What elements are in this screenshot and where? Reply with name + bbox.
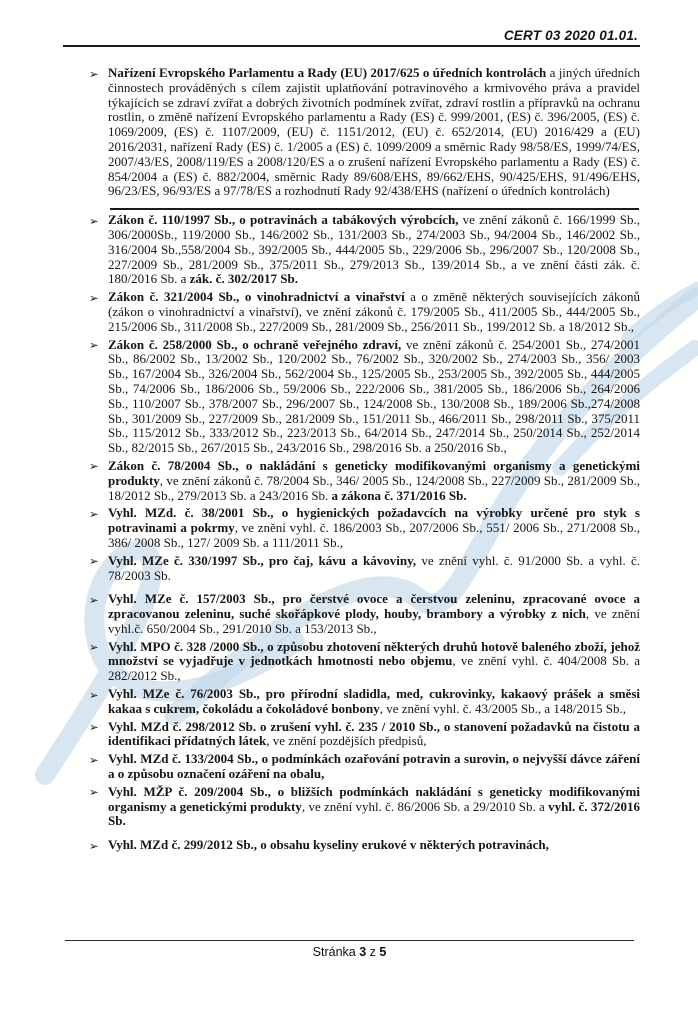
- bullet-arrow-icon: ➢: [89, 640, 99, 655]
- header-rule: [63, 45, 640, 47]
- list-item-text: Nařízení Evropského Parlamentu a Rady (EU) 2017/625 o úředních kontrolách a jiných úředních činnostech prováděných s cílem zajistit uplatňování potravinového a krmivového práva a pravidel týkajících se zdraví zvířat a dobrých životních podmínek zvířat, zdraví rostlin a přípravků na ochranu rostlin, o změně nařízení Evropského parlamentu a Rady (ES) č. 999/2001, (ES) č. 396/2005, (ES) č. 1069/2009, (ES) č. 1107/2009, (EU) č. 1151/2012, (EU) č. 652/2014, (EU) 2016/429 a (EU) 2016/2031, nařízení Rady (ES) č. 1/2005 a (ES) č. 1099/2009 a směrnic Rady 98/58/ES, 1999/74/ES, 2007/43/ES, 2008/119/ES a 2008/120/ES a o zrušení nařízení Evropského parlamentu a Rady (ES) č. 854/2004 a (ES) č. 882/2004, směrnic Rady 89/608/EHS, 89/662/EHS, 90/425/EHS, 91/496/EHS, 96/23/ES, 96/93/ES a 97/78/ES a rozhodnutí Rady 92/438/EHS (nařízení o úředních kontrolách): [108, 65, 640, 199]
- bullet-arrow-icon: ➢: [89, 720, 99, 735]
- list-item: [63, 459, 640, 503]
- bullet-arrow-icon: ➢: [89, 554, 99, 569]
- list-item-text: Vyhl. MZe č. 330/1997 Sb., pro čaj, kávu a kávoviny, ve znění vyhl. č. 91/2000 Sb. a vyhl. č. 78/2003 Sb.: [108, 552, 640, 583]
- bullet-arrow-icon: ➢: [89, 752, 99, 767]
- list-item-text: Vyhl. MZd č. 133/2004 Sb., o podmínkách ozařování potravin a surovin, o nejvyšší dávce záření a o způsobu označení ozáření na obalu,: [108, 751, 640, 782]
- list-item: [63, 720, 640, 750]
- page-header: [63, 28, 640, 47]
- bullet-arrow-icon: ➢: [89, 290, 99, 305]
- list-item: [63, 338, 640, 456]
- list-item: [63, 592, 640, 636]
- list-item-text: Zákon č. 258/2000 Sb., o ochraně veřejného zdraví, ve znění zákonů č. 254/2001 Sb., 274/2001 Sb., 86/2002 Sb., 13/2002 Sb., 120/2002 Sb., 76/2002 Sb., 320/2002 Sb., 274/2003 Sb., 356/ 2003 Sb., 167/2004 Sb., 326/2004 Sb., 562/2004 Sb., 125/2005 Sb., 253/2005 Sb., 392/2005 Sb., 444/2005 Sb., 74/2006 Sb., 186/2006 Sb., 59/2006 Sb., 222/2006 Sb., 381/2005 Sb., 186/2006 Sb., 264/2006 Sb., 110/2007 Sb., 378/2007 Sb., 296/2007 Sb., 124/2008 Sb., 130/2008 Sb., 189/2006 Sb.,274/2008 Sb., 301/2009 Sb., 227/2009 Sb., 281/2009 Sb., 151/2011 Sb., 466/2011 Sb., 298/2011 Sb., 375/2011 Sb., 115/2012 Sb., 333/2012 Sb., 223/2013 Sb., 64/2014 Sb., 247/2014 Sb., 250/2014 Sb., 252/2014 Sb., 82/2015 Sb., 267/2015 Sb., 243/2016 Sb., 298/2016 Sb. a 250/2016 Sb.,: [108, 336, 640, 456]
- list-item-text: Zákon č. 321/2004 Sb., o vinohradnictví a vinařství a o změně některých souvisejících zákonů (zákon o vinohradnictví a vinařství), ve znění zákonů č. 179/2005 Sb., 411/2005 Sb., 444/2005 Sb., 215/2006 Sb., 311/2008 Sb., 227/2009 Sb., 281/2009 Sb., 256/2011 Sb., 199/2012 Sb. a 18/2012 Sb.,: [108, 289, 640, 334]
- list-item-text: Zákon č. 78/2004 Sb., o nakládání s geneticky modifikovanými organismy a genetickými produkty, ve znění zákonů č. 78/2004 Sb., 346/ 2005 Sb., 124/2008 Sb., 227/2009 Sb., 281/2009 Sb., 18/2012 Sb., 279/2013 Sb. a 243/2016 Sb. a zákona č. 371/2016 Sb.: [108, 457, 640, 503]
- document-code: CERT 03 2020 01.01.: [503, 28, 638, 43]
- page-number: Stránka 3 z 5: [312, 945, 387, 959]
- list-item-text: Vyhl. MZd. č. 38/2001 Sb., o hygienických požadavcích na výrobky určené pro styk s potravinami a pokrmy, ve znění vyhl. č. 186/2003 Sb., 207/2006 Sb., 551/ 2006 Sb., 271/2008 Sb., 386/ 2008 Sb., 127/ 2009 Sb. a 111/2011 Sb.,: [108, 505, 641, 550]
- list-item-text: Vyhl. MZe č. 157/2003 Sb., pro čerstvé ovoce a čerstvou zeleninu, zpracované ovoce a zpracovanou zeleninu, suché skořápkové plody, houby, brambory a výrobky z nich, ve znění vyhl.č. 650/2004 Sb., 291/2010 Sb. a 153/2013 Sb.,: [108, 591, 641, 636]
- regulation-list: [63, 66, 640, 853]
- bullet-arrow-icon: ➢: [89, 459, 99, 474]
- bullet-arrow-icon: ➢: [89, 838, 99, 853]
- list-item-text: Vyhl. MŽP č. 209/2004 Sb., o bližších podmínkách nakládání s geneticky modifikovanými organismy a genetickými produkty, ve znění vyhl. č. 86/2006 Sb. a 29/2010 Sb. a vyhl. č. 372/2016 Sb.: [108, 783, 640, 829]
- page-footer: [65, 940, 634, 959]
- list-item-text: Vyhl. MZe č. 76/2003 Sb., pro přírodní sladidla, med, cukrovinky, kakaový prášek a směsi kakaa s cukrem, čokoládu a čokoládové bonbony, ve znění vyhl. č. 43/2005 Sb., a 148/2015 Sb.,: [108, 686, 640, 716]
- list-item-text: Zákon č. 110/1997 Sb., o potravinách a tabákových výrobcích, ve znění zákonů č. 166/1999 Sb., 306/2000Sb., 119/2000 Sb., 146/2002 Sb., 131/2003 Sb., 274/2003 Sb., 94/2004 Sb., 146/2002 Sb., 316/2004 Sb.,558/2004 Sb., 392/2005 Sb., 444/2005 Sb., 229/2006 Sb., 296/2007 Sb., 120/2008 Sb., 227/2009 Sb., 281/2009 Sb., 375/2011 Sb., 279/2013 Sb., 139/2014 Sb., a ve znění části zák. č. 180/2016 Sb. a zák. č. 302/2017 Sb.: [108, 212, 640, 287]
- list-item: [63, 785, 640, 829]
- list-item: [63, 554, 640, 584]
- list-item: [63, 213, 640, 287]
- list-item-text: Vyhl. MPO č. 328 /2000 Sb., o způsobu zhotovení některých druhů hotově baleného zboží, jehož množství se vyjadřuje v jednotkách hmotnosti nebo objemu, ve znění vyhl. č. 404/2008 Sb. a 282/2012 Sb.,: [108, 638, 640, 684]
- list-item: [63, 506, 640, 550]
- bullet-arrow-icon: ➢: [89, 66, 99, 81]
- list-item: [63, 66, 640, 199]
- list-item-text: Vyhl. MZd č. 299/2012 Sb., o obsahu kyseliny erukové v některých potravinách,: [108, 837, 549, 853]
- bullet-arrow-icon: ➢: [89, 338, 99, 353]
- list-item: [63, 687, 640, 717]
- bullet-arrow-icon: ➢: [89, 506, 99, 521]
- list-item-text: Vyhl. MZd č. 298/2012 Sb. o zrušení vyhl. č. 235 / 2010 Sb., o stanovení požadavků na čistotu a identifikaci přídatných látek, ve znění pozdějších předpisů,: [108, 718, 640, 749]
- bullet-arrow-icon: ➢: [89, 785, 99, 800]
- bullet-arrow-icon: ➢: [89, 592, 99, 607]
- list-item: [63, 640, 640, 684]
- bullet-arrow-icon: ➢: [89, 687, 99, 702]
- list-item: [63, 752, 640, 782]
- section-divider-rule: [110, 208, 639, 210]
- bullet-arrow-icon: ➢: [89, 213, 99, 228]
- list-item: [63, 838, 640, 853]
- list-item: [63, 290, 640, 334]
- footer-rule: [65, 940, 634, 941]
